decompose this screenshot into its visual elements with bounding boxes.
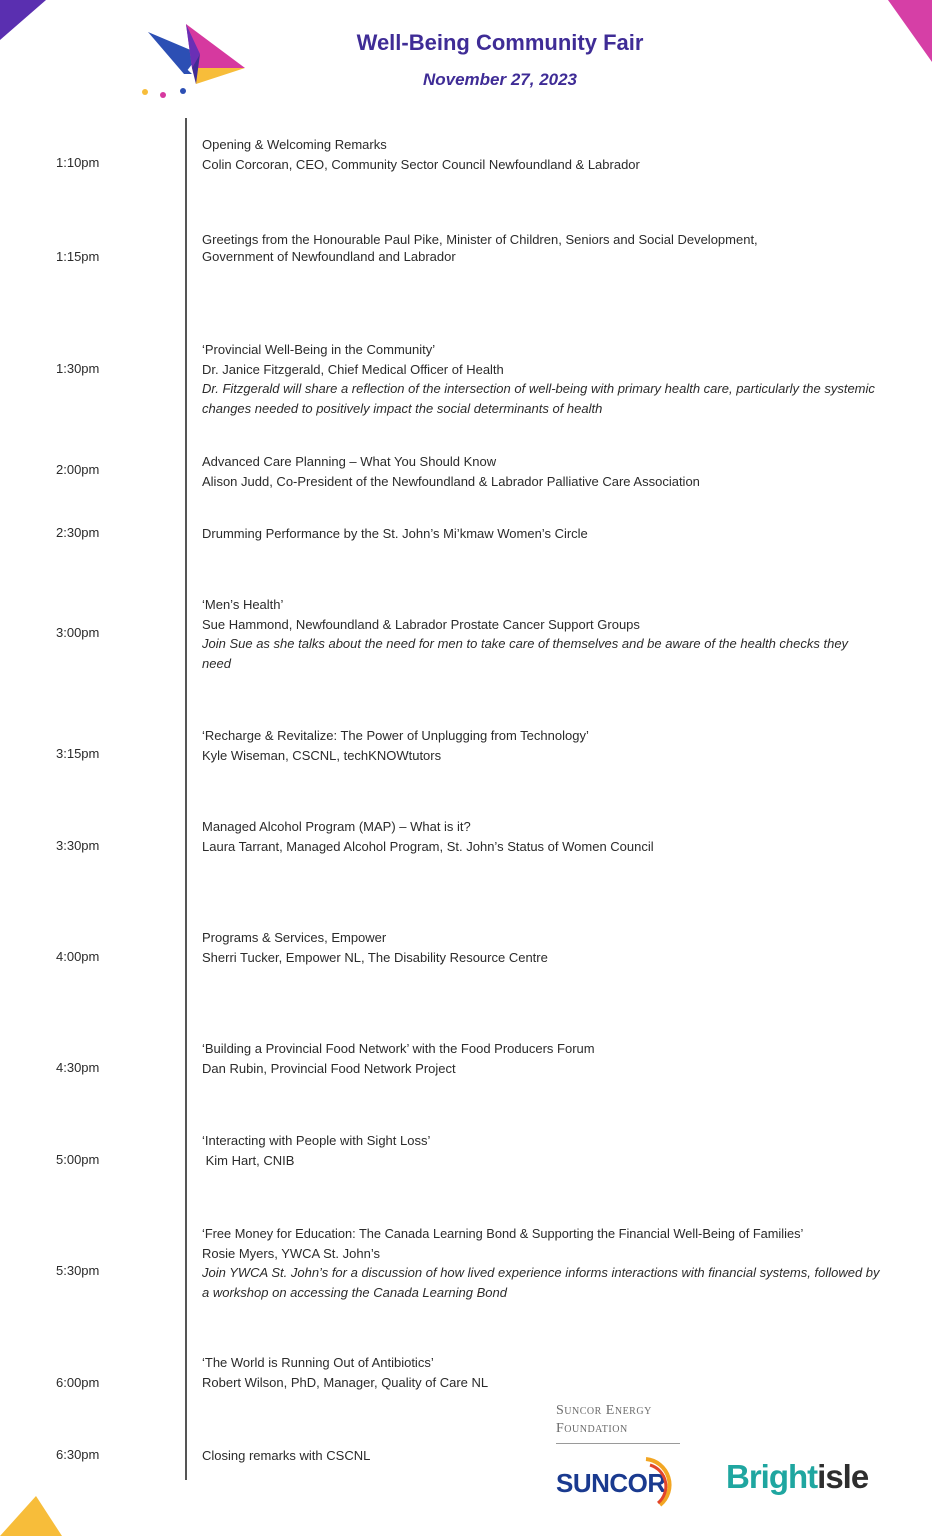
brightisle-logo: [726, 1458, 868, 1496]
schedule-title: Greetings from the Honourable Paul Pike, Minister of Children, Seniors and Social Development,: [202, 232, 758, 247]
schedule-content: [202, 726, 902, 765]
schedule-speaker: Government of Newfoundland and Labrador: [202, 249, 456, 264]
corner-triangle-top-left: [0, 0, 46, 40]
schedule-time: 3:30pm: [56, 838, 100, 853]
timeline-line: [185, 118, 187, 1480]
schedule-content: [202, 452, 902, 491]
schedule-content: [202, 1353, 902, 1392]
schedule-speaker: Sherri Tucker, Empower NL, The Disability Resource Centre: [202, 949, 548, 965]
event-date: November 27, 2023: [422, 70, 578, 89]
schedule-time: 1:30pm: [56, 361, 100, 376]
schedule-speaker: Dan Rubin, Provincial Food Network Project: [202, 1060, 456, 1076]
schedule-time: 3:15pm: [56, 746, 100, 761]
suncor-logo: SUNCOR: [556, 1468, 666, 1498]
schedule-title: ‘Recharge & Revitalize: The Power of Unplugging from Technology’: [202, 728, 589, 743]
schedule-title: Opening & Welcoming Remarks: [202, 137, 387, 152]
schedule-content: [202, 135, 902, 174]
sponsor-divider: [556, 1443, 680, 1444]
schedule-title: ‘The World is Running Out of Antibiotics’: [202, 1355, 434, 1370]
schedule-title: ‘Provincial Well-Being in the Community’: [202, 342, 436, 357]
schedule-speaker: Rosie Myers, YWCA St. John’s: [202, 1245, 380, 1261]
schedule-description: Dr. Fitzgerald will share a reflection of the intersection of well-being with primary health care, particularly the systemic changes needed to positively impact the social determinants of health: [202, 381, 875, 416]
schedule-time: 2:00pm: [56, 462, 100, 477]
schedule-title: ‘Building a Provincial Food Network’ with the Food Producers Forum: [202, 1041, 595, 1056]
schedule-time: 1:10pm: [56, 155, 100, 170]
schedule-description: Join YWCA St. John’s for a discussion of how lived experience informs interactions with financial systems, followed by a workshop on accessing the Canada Learning Bond: [202, 1265, 880, 1300]
corner-triangle-bottom-left: [0, 1496, 62, 1536]
fair-logo: [140, 24, 250, 100]
schedule-title: Closing remarks with CSCNL: [202, 1448, 371, 1463]
schedule-time: 3:00pm: [56, 625, 100, 640]
schedule-speaker: Sue Hammond, Newfoundland & Labrador Prostate Cancer Support Groups: [202, 616, 640, 632]
schedule-content: [202, 524, 902, 544]
schedule-time: 2:30pm: [56, 525, 100, 540]
schedule-time: 1:15pm: [56, 249, 100, 264]
schedule-time: 4:30pm: [56, 1060, 100, 1075]
schedule-speaker: Kim Hart, CNIB: [202, 1152, 295, 1168]
sponsor-line: Suncor Energy: [556, 1403, 652, 1418]
schedule-title: Managed Alcohol Program (MAP) – What is it?: [202, 819, 471, 834]
schedule-title: ‘Free Money for Education: The Canada Learning Bond & Supporting the Financial Well-Being of Families’: [202, 1226, 804, 1241]
schedule-content: [202, 928, 902, 967]
suncor-sun-icon: [640, 1455, 684, 1511]
schedule-description: Join Sue as she talks about the need for men to take care of themselves and be aware of the health checks they need: [202, 636, 849, 671]
schedule-title: ‘Interacting with People with Sight Loss’: [202, 1133, 431, 1148]
schedule-content: [202, 817, 902, 856]
suncor-energy-foundation-logo: [556, 1402, 680, 1438]
schedule-speaker: Laura Tarrant, Managed Alcohol Program, St. John’s Status of Women Council: [202, 838, 654, 854]
page-title: Well-Being Community Fair: [356, 30, 644, 55]
schedule-speaker: Colin Corcoran, CEO, Community Sector Council Newfoundland & Labrador: [202, 156, 640, 172]
schedule-time: 5:00pm: [56, 1152, 100, 1167]
sponsor-line: Foundation: [556, 1421, 628, 1436]
schedule-speaker: Dr. Janice Fitzgerald, Chief Medical Officer of Health: [202, 361, 504, 377]
brightisle-part1: Bright: [726, 1458, 818, 1495]
brightisle-part2: isle: [817, 1458, 869, 1495]
schedule-title: Advanced Care Planning – What You Should Know: [202, 454, 497, 469]
schedule-title: ‘Men’s Health’: [202, 597, 284, 612]
schedule-content: [202, 231, 902, 265]
schedule-title: Drumming Performance by the St. John’s Mi’kmaw Women’s Circle: [202, 526, 588, 541]
corner-triangle-top-right: [888, 0, 932, 62]
schedule-time: 4:00pm: [56, 949, 100, 964]
schedule-content: [202, 595, 902, 673]
schedule-title: Programs & Services, Empower: [202, 930, 387, 945]
schedule-speaker: Robert Wilson, PhD, Manager, Quality of Care NL: [202, 1374, 489, 1390]
schedule-content: [202, 1039, 902, 1078]
schedule-speaker: Alison Judd, Co-President of the Newfoundland & Labrador Palliative Care Association: [202, 473, 700, 489]
schedule-time: 5:30pm: [56, 1263, 100, 1278]
schedule-time: 6:00pm: [56, 1375, 100, 1390]
schedule-time: 6:30pm: [56, 1447, 100, 1462]
schedule-speaker: Kyle Wiseman, CSCNL, techKNOWtutors: [202, 747, 442, 763]
schedule-content: [202, 1224, 902, 1302]
schedule-content: [202, 340, 902, 418]
schedule-content: [202, 1131, 902, 1170]
